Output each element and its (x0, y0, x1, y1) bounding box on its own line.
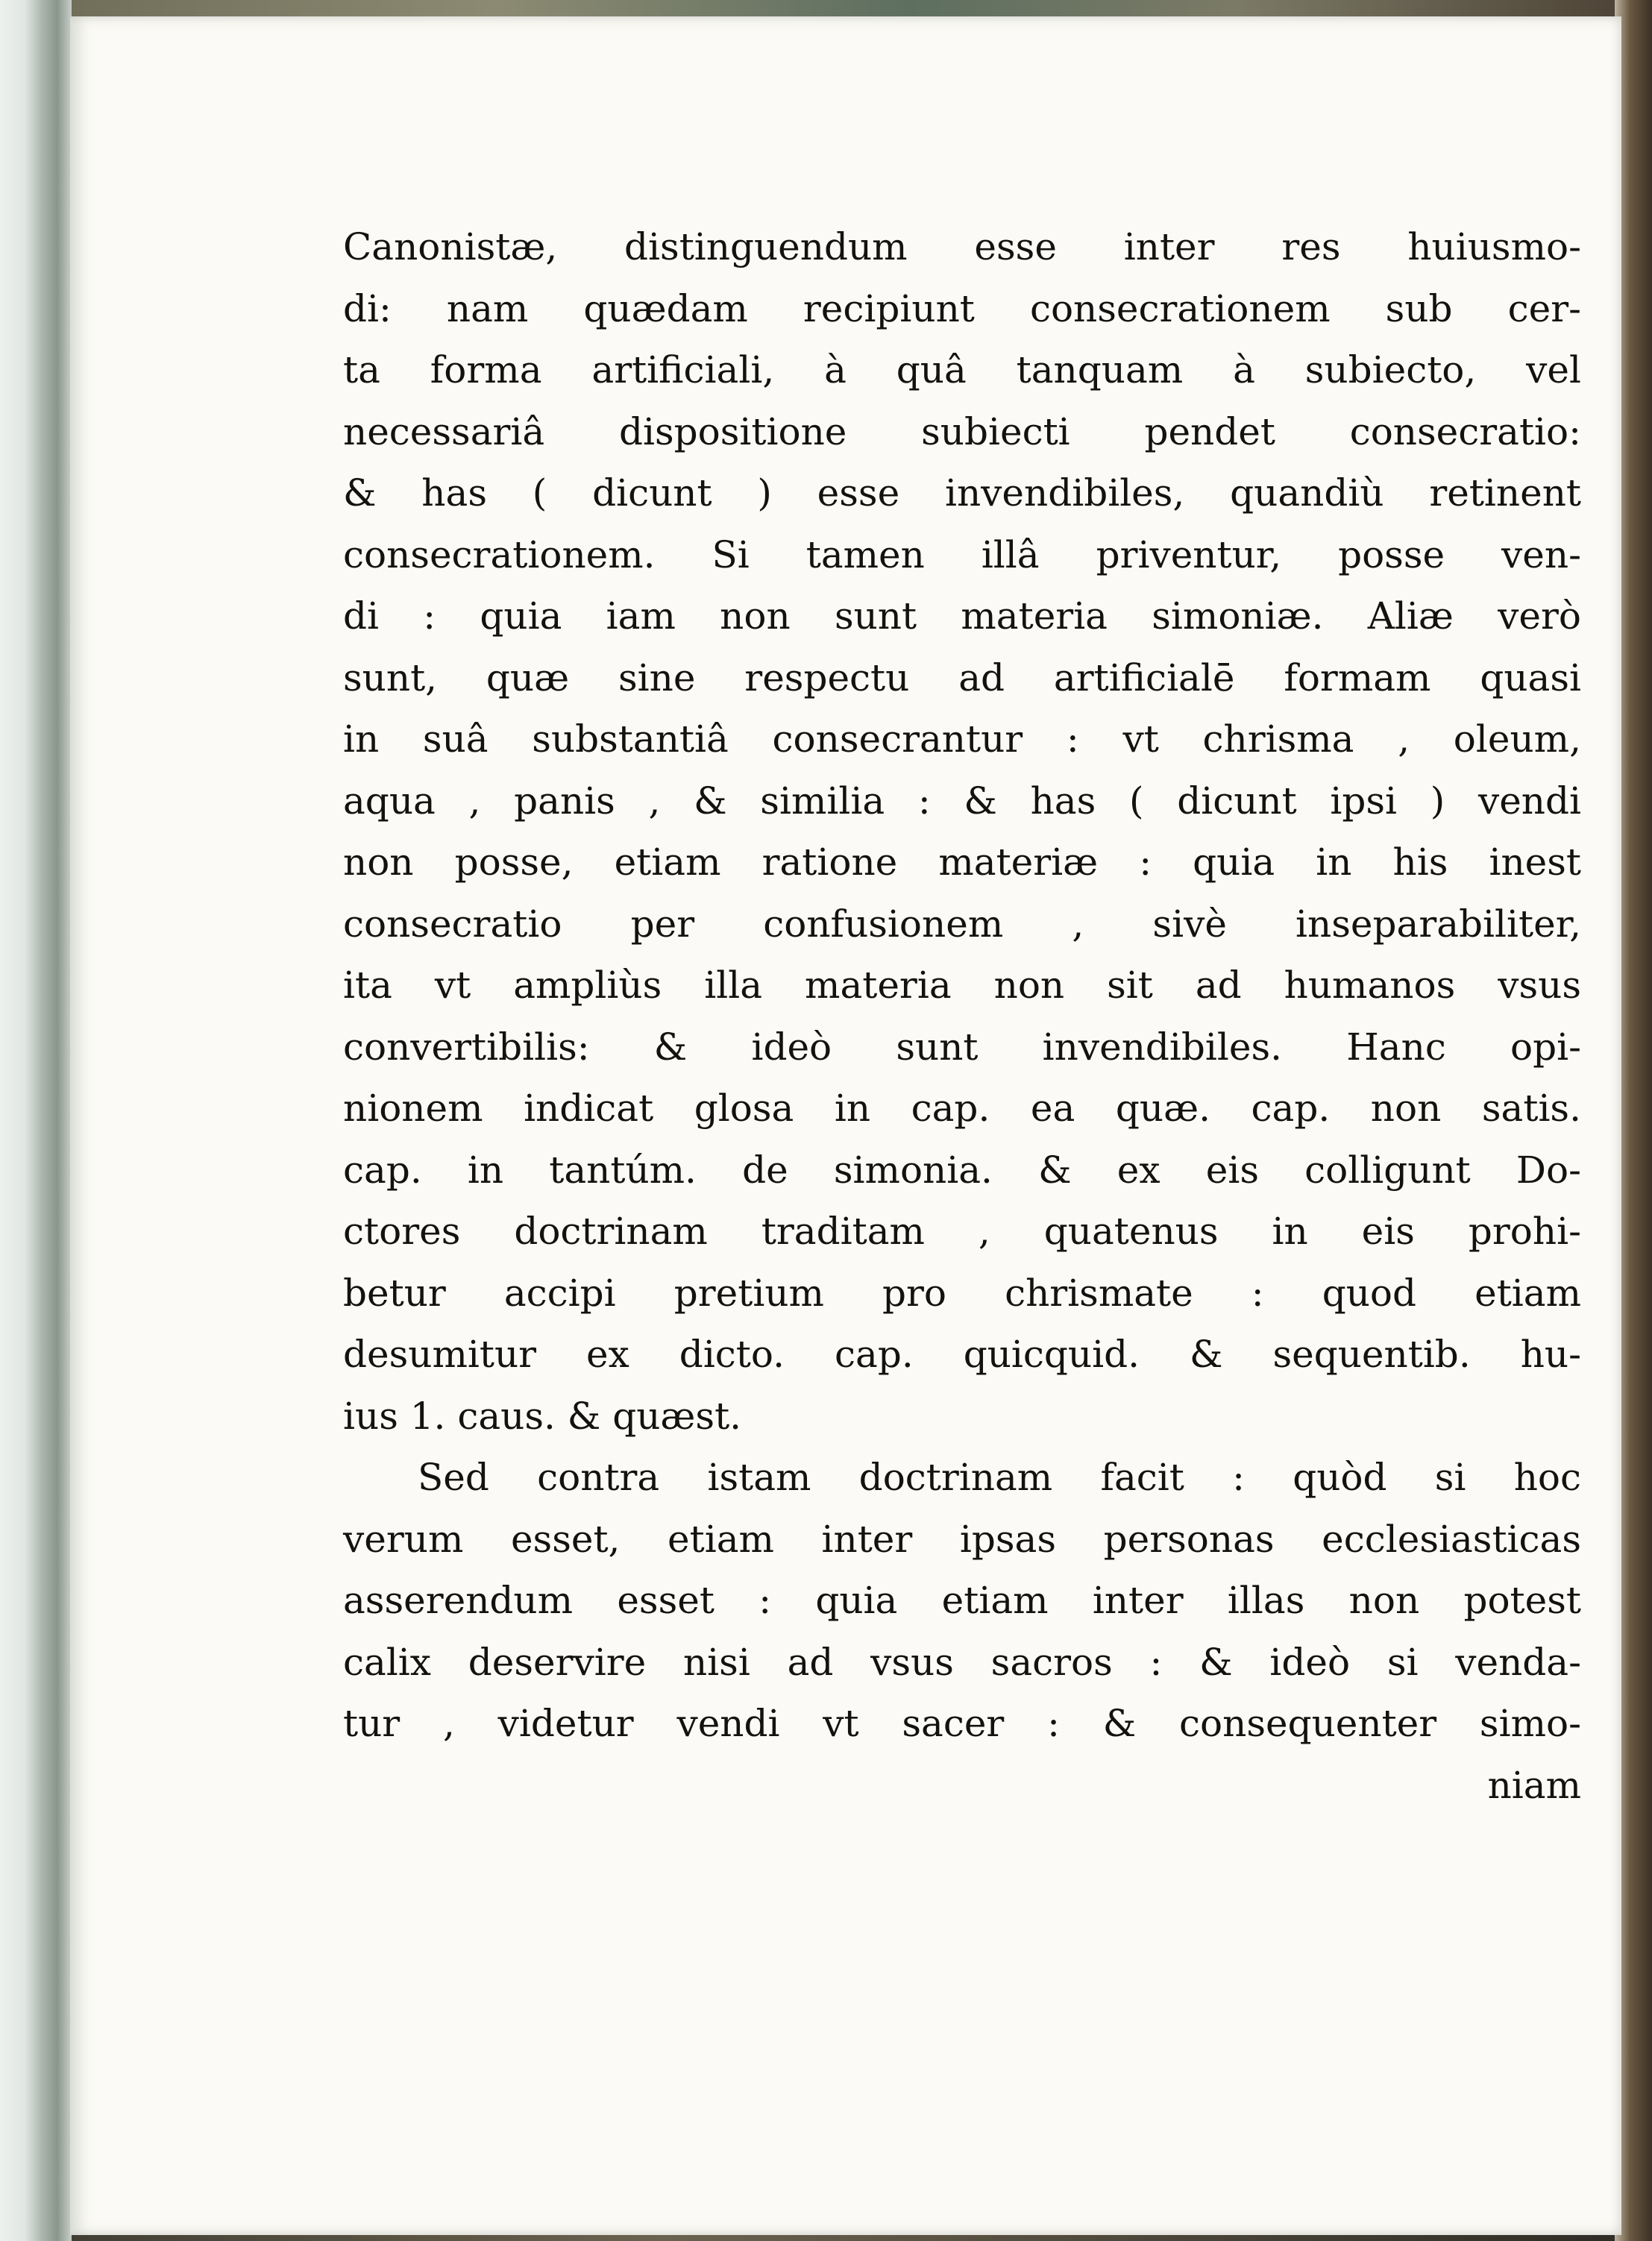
text-line: consecrationem. Si tamen illâ priventur, posse ven- (343, 532, 1581, 576)
catchword: niam (1487, 1763, 1581, 1807)
text-line: in suâ substantiâ consecrantur : vt chrisma , oleum, (343, 717, 1581, 761)
text-line: verum esset, etiam inter ipsas personas ecclesiasticas (343, 1517, 1581, 1561)
text-line: calix deservire nisi ad vsus sacros : & ideò si venda- (343, 1640, 1581, 1684)
text-line: betur accipi pretium pro chrismate : quod etiam (343, 1271, 1581, 1315)
text-line: ius 1. caus. & quæst. (343, 1394, 742, 1438)
book-top-edge (0, 0, 1652, 18)
text-line: necessariâ dispositione subiecti pendet consecratio: (343, 409, 1581, 453)
text-line: consecratio per confusionem , sivè inseparabiliter, (343, 902, 1581, 946)
text-line: sunt, quæ sine respectu ad artificialē formam quasi (343, 656, 1581, 700)
text-line: convertibilis: & ideò sunt invendibiles. Hanc opi- (343, 1025, 1581, 1069)
text-line: di : quia iam non sunt materia simoniæ. Aliæ verò (343, 594, 1581, 638)
text-line: ta forma artificiali, à quâ tanquam à subiecto, vel (343, 348, 1581, 392)
page-text (343, 216, 1581, 1816)
text-line: di: nam quædam recipiunt consecrationem sub cer- (343, 286, 1581, 330)
text-line: Canonistæ, distinguendum esse inter res huiusmo- (343, 225, 1581, 268)
text-line: aqua , panis , & similia : & has ( dicunt ipsi ) vendi (343, 779, 1581, 823)
text-line: ctores doctrinam traditam , quatenus in eis prohi- (343, 1210, 1581, 1253)
text-line: cap. in tantúm. de simonia. & ex eis colligunt Do- (343, 1148, 1581, 1192)
text-line: non posse, etiam ratione materiæ : quia in his inest (343, 840, 1581, 884)
book-gutter-edge (0, 0, 72, 2241)
text-line: ita vt ampliùs illa materia non sit ad humanos vsus (343, 964, 1581, 1007)
text-line: tur , videtur vendi vt sacer : & consequenter simo- (343, 1702, 1581, 1745)
text-line: desumitur ex dicto. cap. quicquid. & sequentib. hu- (343, 1333, 1581, 1376)
paragraph-2 (343, 1447, 1581, 1755)
text-line: Sed contra istam doctrinam facit : quòd si hoc (418, 1456, 1581, 1499)
paragraph-1 (343, 216, 1581, 1447)
text-line: & has ( dicunt ) esse invendibiles, quandiù retinent (343, 471, 1581, 515)
text-line: nionem indicat glosa in cap. ea quæ. cap. non satis. (343, 1087, 1581, 1130)
text-line: asserendum esset : quia etiam inter illas non potest (343, 1579, 1581, 1622)
